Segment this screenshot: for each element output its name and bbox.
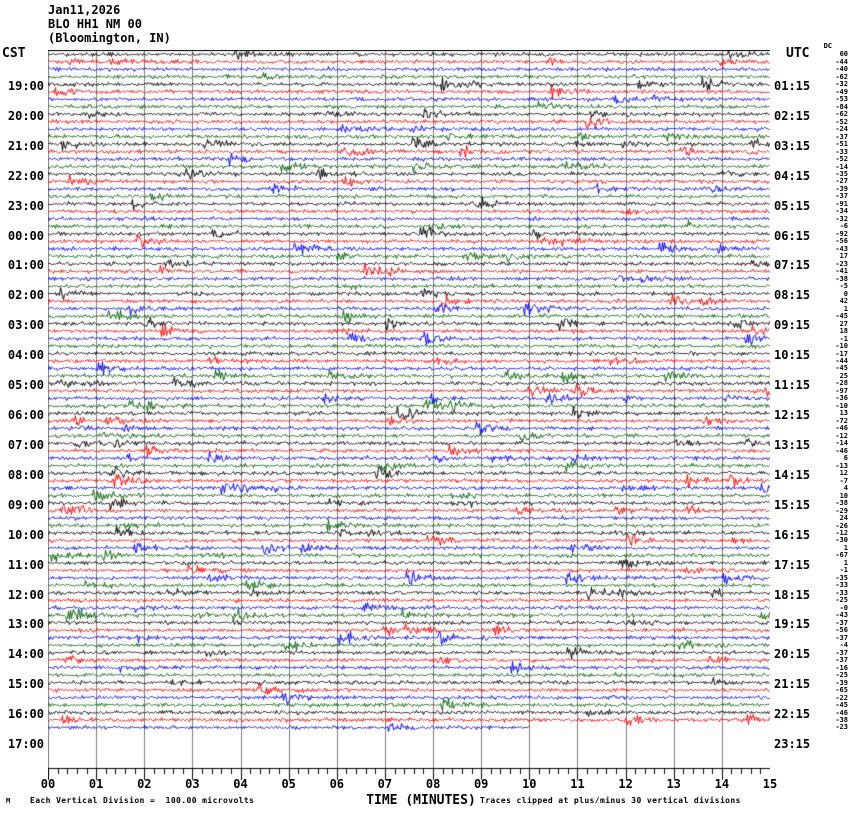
clip-note: Traces clipped at plus/minus 30 vertical divisions (480, 796, 741, 805)
dc-offset-value: -46 (835, 708, 848, 717)
dc-offset-value: -37 (835, 132, 848, 141)
dc-offset-value: -23 (835, 259, 848, 268)
left-time-label: 21:00 (7, 138, 44, 153)
dc-offset-value: -41 (835, 267, 848, 276)
left-time-label: 01:00 (7, 258, 44, 273)
dc-offset-value: 1 (843, 543, 848, 552)
left-time-label: 13:00 (7, 617, 44, 632)
dc-offset-value: -33 (835, 588, 848, 597)
dc-offset-value: -5 (839, 282, 848, 291)
left-time-label: 20:00 (7, 108, 44, 123)
left-time-label: 10:00 (7, 527, 44, 542)
right-time-label: 06:15 (774, 228, 811, 243)
dc-offset-value: -39 (835, 184, 848, 193)
dc-offset-value: -35 (835, 573, 848, 582)
dc-offset-value: -12 (835, 431, 848, 440)
dc-offset-value: -10 (835, 401, 848, 410)
dc-offset-value: -37 (835, 633, 848, 642)
left-time-label: 11:00 (7, 557, 44, 572)
dc-offset-value: -56 (835, 237, 848, 246)
dc-offset-value: 1 (843, 558, 848, 567)
dc-column-header: DC (823, 42, 832, 50)
dc-offset-value: -56 (835, 626, 848, 635)
left-time-label: 14:00 (7, 647, 44, 662)
dc-offset-value: -17 (835, 349, 848, 358)
header-date: Jan11,2026 (48, 3, 121, 17)
x-tick-label: 03 (185, 777, 200, 791)
dc-offset-value: 17 (839, 252, 848, 261)
dc-offset-value: -45 (835, 701, 848, 709)
dc-offset-value: 10 (839, 491, 848, 500)
x-tick-label: 06 (329, 777, 345, 791)
dc-offset-value: -49 (835, 87, 848, 96)
right-time-label: 09:15 (774, 318, 811, 333)
dc-offset-value: -33 (835, 147, 848, 156)
x-tick-label: 01 (88, 777, 104, 791)
dc-offset-value: -28 (835, 379, 848, 388)
dc-offset-value: -65 (835, 686, 848, 694)
dc-offset-value: 27 (839, 319, 848, 328)
x-tick-label: 05 (281, 777, 296, 791)
dc-offset-value: -44 (835, 356, 848, 365)
dc-offset-value: -6 (839, 222, 848, 231)
right-time-label: 23:15 (774, 737, 811, 752)
dc-offset-value: -45 (835, 364, 848, 373)
dc-offset-value: -1 (839, 566, 848, 575)
x-tick-label: 14 (714, 777, 730, 791)
dc-offset-value: -52 (835, 117, 848, 126)
dc-offset-value: -13 (835, 461, 848, 470)
seismogram-canvas (48, 50, 770, 792)
right-time-label: 04:15 (774, 168, 811, 183)
right-time-label: 16:15 (774, 527, 811, 542)
left-time-label: 03:00 (7, 318, 44, 333)
dc-offset-value: -84 (835, 102, 848, 111)
dc-offset-value: -44 (835, 57, 848, 66)
dc-offset-value: -35 (835, 170, 848, 178)
left-time-label: 06:00 (7, 408, 44, 422)
dc-offset-value: -14 (835, 439, 848, 448)
left-time-label: 02:00 (7, 288, 44, 303)
dc-offset-value: -67 (835, 551, 848, 560)
dc-offset-value: 25 (839, 371, 848, 380)
x-tick-label: 02 (137, 777, 152, 791)
dc-offset-value: -43 (835, 611, 848, 620)
right-time-label: 15:15 (774, 497, 811, 512)
right-time-label: 12:15 (774, 408, 811, 422)
right-time-label: 14:15 (774, 467, 811, 482)
dc-offset-value: -29 (835, 506, 848, 515)
x-tick-label: 15 (762, 777, 778, 791)
dc-offset-value: 24 (839, 514, 848, 522)
dc-offset-value: -46 (835, 424, 848, 433)
dc-offset-value: -4 (839, 641, 848, 650)
right-time-label: 10:15 (774, 348, 811, 363)
dc-offset-value: -40 (835, 65, 848, 74)
dc-offset-value: -92 (835, 229, 848, 238)
dc-offset-value: -37 (835, 648, 848, 657)
left-time-label: 15:00 (7, 677, 44, 692)
dc-offset-value: 42 (839, 297, 848, 306)
dc-offset-value: -45 (835, 312, 848, 321)
header-location: (Bloomington, IN) (48, 31, 171, 45)
dc-offset-value: -25 (835, 671, 848, 680)
dc-offset-value: 0 (843, 289, 848, 298)
x-tick-label: 08 (425, 777, 441, 791)
right-time-label: 03:15 (774, 138, 811, 153)
x-tick-label: 10 (522, 777, 537, 791)
left-time-label: 09:00 (7, 497, 44, 512)
dc-offset-value: -26 (835, 521, 848, 530)
dc-offset-value: -38 (835, 715, 848, 724)
dc-offset-value: -16 (835, 663, 848, 672)
dc-offset-value: -38 (835, 274, 848, 283)
left-time-label: 19:00 (7, 78, 44, 93)
left-time-label: 05:00 (7, 378, 44, 393)
dc-offset-value: 12 (839, 469, 848, 478)
left-time-label: 16:00 (7, 707, 44, 722)
dc-offset-value: -24 (835, 125, 848, 134)
right-time-label: 21:15 (774, 677, 811, 692)
dc-offset-value: -62 (835, 110, 848, 119)
dc-offset-value: 18 (839, 327, 848, 335)
x-tick-label: 11 (570, 777, 585, 791)
dc-offset-value: -37 (835, 618, 848, 627)
x-tick-label: 00 (40, 777, 56, 791)
dc-offset-value: 1 (843, 304, 848, 313)
right-time-label: 20:15 (774, 647, 811, 662)
x-tick-label: 12 (618, 777, 633, 791)
dc-offset-value: -7 (839, 476, 848, 485)
dc-offset-value: -27 (835, 177, 848, 186)
dc-offset-value: -33 (835, 581, 848, 590)
dc-offset-value: -97 (835, 386, 848, 395)
right-time-label: 17:15 (774, 557, 811, 572)
watermark-glyph: M (6, 797, 11, 805)
x-tick-label: 07 (377, 777, 393, 791)
dc-offset-value: -32 (835, 80, 848, 89)
dc-offset-value: -36 (835, 394, 848, 403)
dc-offset-value: -10 (835, 342, 848, 350)
dc-offset-value: -34 (835, 207, 848, 216)
dc-offset-value: -23 (835, 723, 848, 732)
left-time-label: 00:00 (7, 228, 44, 243)
left-time-label: 04:00 (7, 348, 44, 363)
right-time-label: 18:15 (774, 587, 811, 602)
left-time-label: 22:00 (7, 168, 44, 183)
dc-offset-value: 4 (843, 484, 848, 493)
left-time-label: 23:00 (7, 198, 44, 213)
right-timezone-label: UTC (786, 46, 810, 61)
left-time-label: 17:00 (7, 737, 44, 752)
x-axis-title: TIME (MINUTES) (366, 793, 476, 808)
left-time-label: 08:00 (7, 467, 44, 482)
right-time-label: 02:15 (774, 108, 811, 123)
right-time-label: 22:15 (774, 707, 811, 722)
dc-offset-value: -91 (835, 199, 848, 208)
dc-offset-value: -46 (835, 446, 848, 455)
dc-offset-value: -53 (835, 95, 848, 104)
dc-offset-value: -14 (835, 162, 848, 171)
x-tick-label: 04 (233, 777, 248, 791)
dc-offset-value: -0 (839, 603, 848, 612)
dc-offset-value: -32 (835, 214, 848, 223)
x-tick-label: 09 (473, 777, 489, 791)
dc-offset-value: 6 (843, 454, 848, 463)
left-time-label: 12:00 (7, 587, 44, 602)
dc-offset-value: -1 (839, 334, 848, 343)
right-time-label: 19:15 (774, 617, 811, 632)
dc-offset-value: 13 (839, 409, 848, 418)
dc-offset-value: -37 (835, 192, 848, 201)
dc-offset-value: -37 (835, 656, 848, 665)
right-time-label: 05:15 (774, 198, 811, 213)
dc-offset-value: -51 (835, 140, 848, 149)
left-timezone-label: CST (2, 46, 26, 61)
dc-offset-value: -72 (835, 416, 848, 425)
left-time-label: 07:00 (7, 437, 44, 452)
dc-offset-value: -39 (835, 678, 848, 687)
dc-offset-value: -30 (835, 536, 848, 545)
x-tick-label: 13 (666, 777, 681, 791)
right-time-label: 07:15 (774, 258, 811, 273)
right-time-label: 13:15 (774, 437, 811, 452)
scale-note: Each Vertical Division = 100.00 microvolts (30, 796, 255, 805)
dc-offset-value: -52 (835, 155, 848, 163)
dc-offset-value: 60 (839, 50, 848, 59)
dc-offset-value: -43 (835, 244, 848, 253)
dc-offset-value: -62 (835, 72, 848, 81)
right-time-label: 11:15 (774, 378, 811, 393)
dc-offset-value: -22 (835, 693, 848, 702)
right-time-label: 01:15 (774, 78, 811, 93)
right-time-label: 08:15 (774, 288, 811, 303)
dc-offset-value: -12 (835, 529, 848, 537)
header-station: BLO HH1 NM 00 (48, 17, 142, 31)
dc-offset-value: -38 (835, 499, 848, 508)
dc-offset-value: -25 (835, 596, 848, 605)
